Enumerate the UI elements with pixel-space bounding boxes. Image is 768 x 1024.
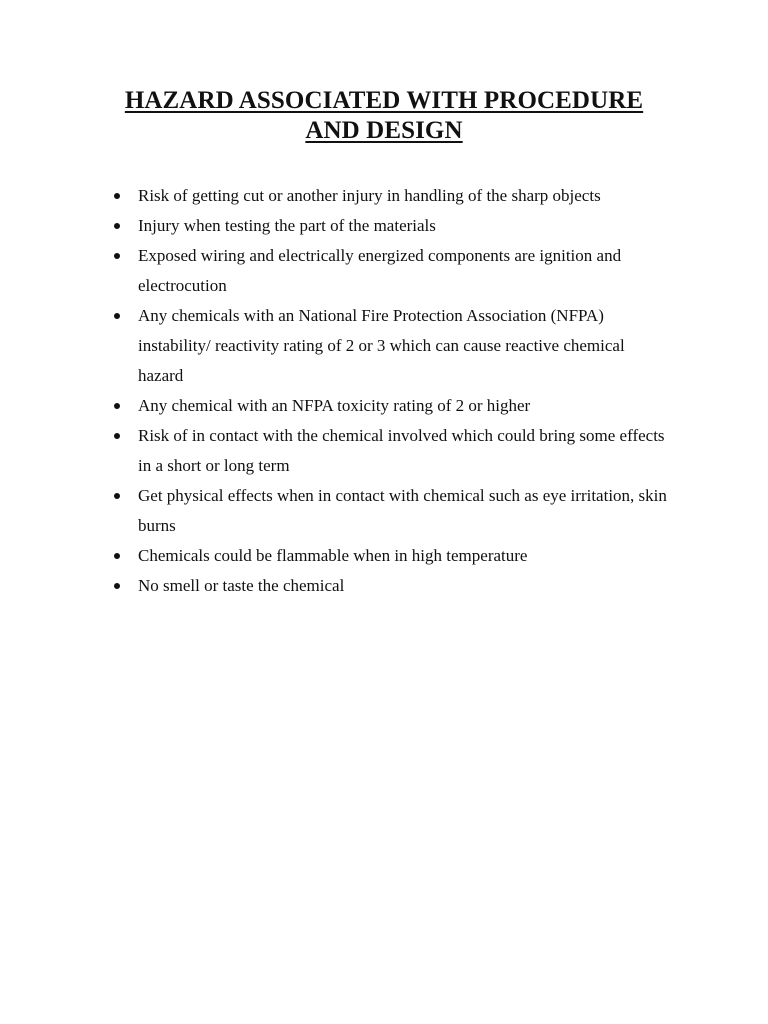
list-item-text: Injury when testing the part of the materials xyxy=(138,216,436,235)
bullet-icon xyxy=(114,253,120,259)
list-item xyxy=(0,241,768,301)
bullet-icon xyxy=(114,313,120,319)
list-item xyxy=(0,481,768,541)
bullet-icon xyxy=(114,403,120,409)
title-line-2: AND DESIGN xyxy=(305,117,463,144)
list-item xyxy=(0,571,768,601)
bullet-icon xyxy=(114,553,120,559)
list-item-text: Risk of in contact with the chemical involved which could bring some effects in a short or long term xyxy=(138,426,665,475)
list-item xyxy=(0,181,768,211)
list-item-text: No smell or taste the chemical xyxy=(138,576,345,595)
bullet-icon xyxy=(114,223,120,229)
page-title xyxy=(0,86,768,146)
bullet-icon xyxy=(114,433,120,439)
list-item xyxy=(0,301,768,391)
list-item xyxy=(0,541,768,571)
bullet-icon xyxy=(114,193,120,199)
list-item-text: Chemicals could be flammable when in high temperature xyxy=(138,546,528,565)
title-line-1: HAZARD ASSOCIATED WITH PROCEDURE xyxy=(124,87,644,114)
list-item-text: Get physical effects when in contact with chemical such as eye irritation, skin burns xyxy=(138,486,667,535)
bullet-icon xyxy=(114,583,120,589)
list-item xyxy=(0,421,768,481)
hazard-list xyxy=(0,181,768,601)
list-item-text: Exposed wiring and electrically energized components are ignition and electrocution xyxy=(138,246,622,295)
list-item xyxy=(0,211,768,241)
list-item-text: Any chemical with an NFPA toxicity rating of 2 or higher xyxy=(138,396,531,415)
list-item-text: Risk of getting cut or another injury in handling of the sharp objects xyxy=(138,186,601,205)
bullet-icon xyxy=(114,493,120,499)
list-item-text: Any chemicals with an National Fire Protection Association (NFPA) instability/ reactivity rating of 2 or 3 which can cause reactive chemical hazard xyxy=(138,306,625,385)
list-item xyxy=(0,391,768,421)
